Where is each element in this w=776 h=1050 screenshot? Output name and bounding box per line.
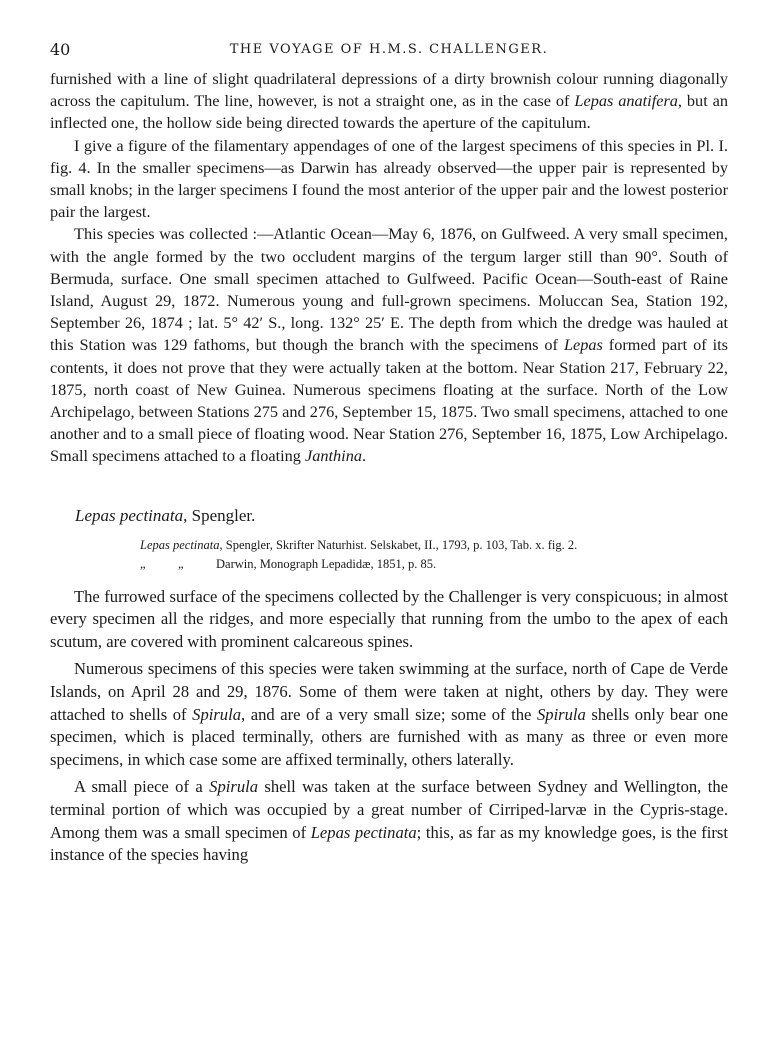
synonym-name: Lepas pectinata (140, 537, 220, 552)
species-heading (75, 506, 728, 526)
genus-name-italic: Spirula (209, 777, 259, 797)
species-name-italic: Lepas pectinata (310, 822, 417, 842)
text-run: furnished with a line of slight quadrilateral depressions of a dirty brownish colour running diagonally across the capitulum. The line, however, is not a straight one, as in the case of (50, 69, 728, 111)
text-run: shells only bear one specimen, which is placed terminally, others are furnished with as many as three or even more specimens, in which case some are affixed terminally, others laterally. (50, 704, 728, 770)
text-run: , but an inflected one, the hollow side being directed towards the aperture of the capitulum. (50, 91, 728, 133)
synonym-reference: , Spengler, Skrifter Naturhist. Selskabet, II., 1793, p. 103, Tab. x. fig. 2. (219, 537, 578, 552)
text-run: formed part of its contents, it does not prove that they were actually taken at the bottom. Near Station 217, February 22, 1875, north coast of New Guinea. Numerous specimens floating at the surface. North of the Low Archipelago, between Stations 275 and 276, September 15, 1875. Two small specimens, attached to one another and to a small piece of floating wood. Near Station 276, September 16, 1875, Low Archipelago. Small specimens attached to a floating (50, 335, 728, 466)
synonym-reference: Darwin, Monograph Lepadidæ, 1851, p. 85. (216, 556, 437, 571)
text-run: This species was collected :—Atlantic Ocean—May 6, 1876, on Gulfweed. A very small specimen, with the angle formed by the two occludent margins of the tergum larger still than 90°. South of Bermuda, surface. One small specimen attached to Gulfweed. Pacific Ocean—South-east of Raine Island, August 29, 1872. Numerous young and full-grown specimens. Moluccan Sea, Station 192, September 26, 1874 ; lat. 5° 42′ S., long. 132° 25′ E. The depth from which the dredge was hauled at this Station was 129 fathoms, but though the branch with the specimens of (50, 224, 728, 355)
page-number: 40 (50, 40, 71, 59)
text-run: . (361, 446, 367, 466)
text-run: A small piece of a (74, 777, 210, 797)
ditto-mark: „ (140, 556, 146, 571)
paragraph-spirula (50, 658, 728, 772)
paragraph-localities (50, 223, 728, 467)
text-run: Numerous specimens of this species were taken swimming at the surface, north of Cape de Verde Islands, on April 28 and 29, 1876. Some of them were taken at night, others by day. They were attached to shells of (50, 659, 728, 724)
paragraph-surface: The furrowed surface of the specimens collected by the Challenger is very conspicuous; in almost every specimen all the ridges, and more especially that running from the umbo to the apex of each scutum, are covered with prominent calcareous spines. (50, 586, 728, 652)
text-run: ; this, as far as my knowledge goes, is the first instance of the species having (50, 822, 728, 865)
page-header (50, 40, 728, 68)
running-title: THE VOYAGE OF H.M.S. CHALLENGER. (229, 42, 549, 57)
genus-name-italic: Janthina (305, 446, 362, 466)
synonymy-line (140, 536, 728, 555)
text-run: shell was taken at the surface between Sydney and Wellington, the terminal portion of which was occupied by a great number of Cirriped-larvæ in the Cypris-stage. Among them was a small specimen of (50, 777, 728, 842)
genus-name-italic: Lepas (563, 335, 603, 355)
paragraph-capitulum (50, 68, 728, 135)
species-name-italic: Lepas anatifera (574, 91, 678, 111)
synonymy-line (140, 555, 728, 574)
genus-name-italic: Spirula (192, 704, 242, 724)
page (50, 40, 728, 867)
text-run: , and are of a very small size; some of the (241, 704, 537, 724)
ditto-mark: „ (178, 556, 184, 571)
species-heading-name: Lepas pectinata (75, 505, 184, 525)
species-heading-author: , Spengler. (183, 505, 256, 525)
genus-name-italic: Spirula (536, 704, 586, 724)
paragraph-appendages: I give a figure of the filamentary appendages of one of the largest specimens of this species in Pl. I. fig. 4. In the smaller specimens—as Darwin has already observed—the upper pair is represented by small knobs; in the larger specimens I found the most anterior of the upper pair and the lowest posterior pair the largest. (50, 135, 728, 222)
synonymy-block (140, 536, 728, 574)
paragraph-cypris (50, 776, 728, 867)
